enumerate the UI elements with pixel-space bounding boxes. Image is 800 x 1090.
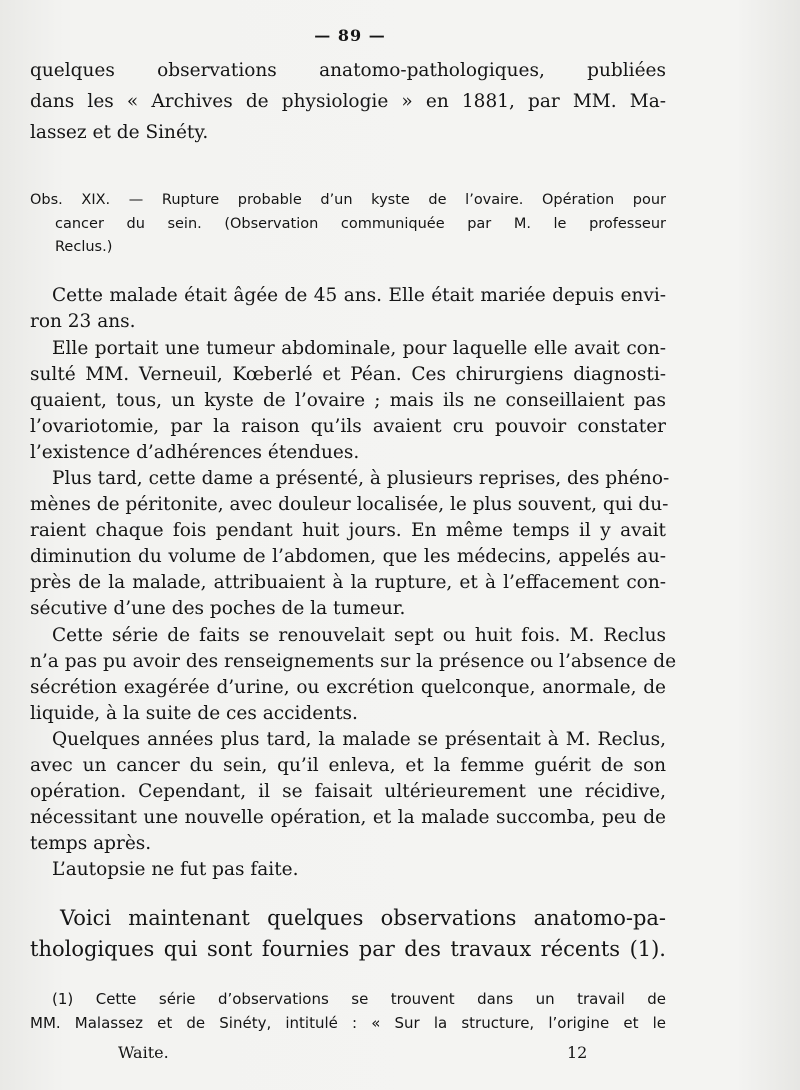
- observation-heading-line-1: Obs. XIX. — Rupture probable d’un kyste de l’ovaire. Opération pour: [30, 192, 666, 208]
- page-number: — 89 —: [314, 26, 386, 45]
- body-line-22: temps après.: [30, 833, 152, 854]
- body-line-1: Cette malade était âgée de 45 ans. Elle était mariée depuis envi-: [52, 285, 666, 306]
- body-line-23: L’autopsie ne fut pas faite.: [52, 859, 299, 880]
- footnote-line-1: (1) Cette série d’observations se trouvent dans un travail de: [52, 990, 666, 1008]
- continuation-line-1: quelques observations anatomo-pathologiques, publiées: [30, 60, 666, 81]
- continuation-line-2: dans les « Archives de physiologie » en 1881, par MM. Ma-: [30, 91, 666, 112]
- footnote-line-2: MM. Malassez et de Sinéty, intitulé : « Sur la structure, l’origine et le: [30, 1014, 666, 1032]
- body-line-10: raient chaque fois pendant huit jours. En même temps il y avait: [30, 520, 666, 541]
- body-line-7: l’existence d’adhérences étendues.: [30, 442, 360, 463]
- body-line-17: liquide, à la suite de ces accidents.: [30, 703, 358, 724]
- intro-line-2: thologiques qui sont fournies par des travaux récents (1).: [30, 937, 666, 961]
- body-line-14: Cette série de faits se renouvelait sept ou huit fois. M. Reclus: [52, 625, 666, 646]
- observation-heading-line-2: cancer du sein. (Observation communiquée par M. le professeur: [55, 216, 666, 232]
- body-line-11: diminution du volume de l’abdomen, que les médecins, appelés au-: [30, 546, 666, 567]
- body-line-16: sécrétion exagérée d’urine, ou excrétion quelconque, anormale, de: [30, 677, 666, 698]
- body-line-15: n’a pas pu avoir des renseignements sur la présence ou l’absence de: [30, 651, 677, 672]
- printer-signature: Waite.: [118, 1043, 169, 1062]
- body-line-20: opération. Cependant, il se faisait ultérieurement une récidive,: [30, 781, 666, 802]
- body-line-8: Plus tard, cette dame a présenté, à plusieurs reprises, des phéno-: [52, 468, 670, 489]
- observation-heading-line-3: Reclus.): [55, 239, 113, 255]
- body-line-4: sulté MM. Verneuil, Kœberlé et Péan. Ces chirurgiens diagnosti-: [30, 364, 666, 385]
- body-line-13: sécutive d’une des poches de la tumeur.: [30, 598, 406, 619]
- body-line-21: nécessitant une nouvelle opération, et la malade succomba, peu de: [30, 807, 666, 828]
- body-line-12: près de la malade, attribuaient à la rupture, et à l’effacement con-: [30, 572, 666, 593]
- body-line-2: ron 23 ans.: [30, 311, 136, 332]
- body-line-5: quaient, tous, un kyste de l’ovaire ; mais ils ne conseillaient pas: [30, 390, 666, 411]
- intro-line-1: Voici maintenant quelques observations anatomo-pa-: [60, 906, 666, 930]
- sheet-number: 12: [567, 1043, 588, 1062]
- body-line-18: Quelques années plus tard, la malade se présentait à M. Reclus,: [52, 729, 666, 750]
- body-line-19: avec un cancer du sein, qu’il enleva, et la femme guérit de son: [30, 755, 666, 776]
- body-line-9: mènes de péritonite, avec douleur localisée, le plus souvent, qui du-: [30, 494, 669, 515]
- continuation-line-3: lassez et de Sinéty.: [30, 122, 209, 143]
- body-line-6: l’ovariotomie, par la raison qu’ils avaient cru pouvoir constater: [30, 416, 666, 437]
- body-line-3: Elle portait une tumeur abdominale, pour laquelle elle avait con-: [52, 338, 666, 359]
